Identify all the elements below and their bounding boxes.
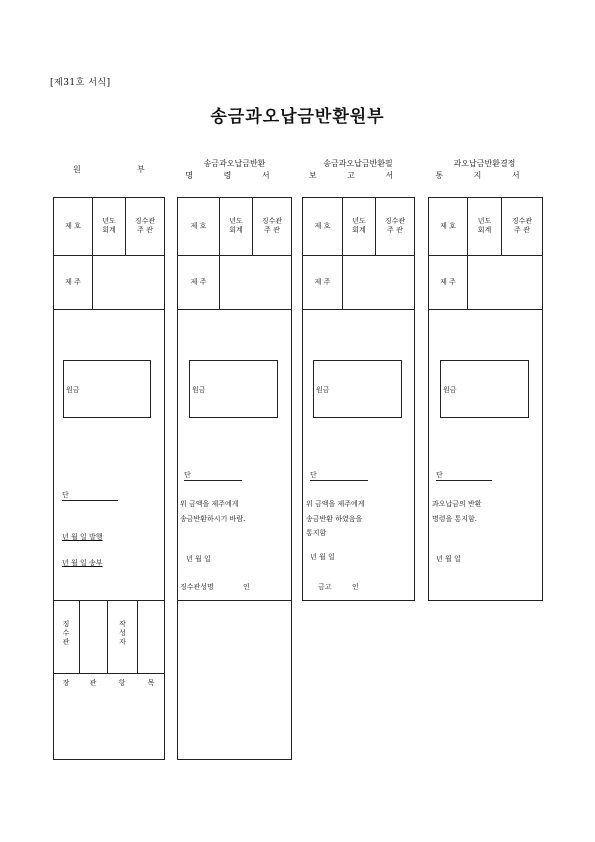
label-collector: 징수관 주 관	[384, 217, 406, 234]
label-dan: 단	[62, 491, 69, 499]
collector-seal: 인	[243, 583, 250, 591]
label-collector-stamp: 징 수 관	[62, 620, 70, 646]
report-text-2: 송금반환 하였음을	[306, 515, 363, 523]
treasury-name: 금고	[318, 583, 332, 591]
form-number: [제31호 서식]	[50, 78, 111, 88]
label-number: 제 호	[440, 222, 456, 230]
label-principal: 원금	[443, 386, 457, 394]
send-date: 년 월 일 송부	[62, 559, 103, 567]
label-collector: 징수관 주 관	[511, 217, 533, 234]
order-date: 년 월 일	[186, 555, 211, 563]
label-collector: 징수관 주 관	[261, 217, 283, 234]
label-payer: 제 주	[440, 278, 456, 286]
notice-text-2: 명령을 통지함.	[432, 515, 478, 523]
label-payer: 제 주	[314, 278, 331, 286]
label-collector: 징수관 주 관	[134, 217, 156, 234]
label-principal: 원금	[192, 386, 206, 394]
label-fiscal-year: 년도 회계	[352, 217, 366, 234]
order-panel-bottom	[177, 600, 292, 760]
order-text-1: 위 금액을 제주에게	[180, 500, 239, 508]
column-header-report: 송금과오납금반환필 보 고 서	[308, 159, 408, 180]
label-number: 제 호	[314, 222, 331, 230]
label-dan: 단	[184, 471, 191, 479]
label-mok: 목	[147, 679, 155, 687]
label-fiscal-year: 년도 회계	[102, 217, 116, 234]
label-number: 제 호	[190, 222, 207, 230]
label-principal: 원금	[66, 386, 80, 394]
column-header-notice: 과오납금반환결정 통 지 서	[435, 159, 534, 180]
label-author: 작 성 자	[119, 620, 126, 646]
label-payer: 제 주	[65, 278, 81, 286]
report-date: 년 월 일	[310, 553, 335, 561]
label-number: 제 호	[65, 222, 81, 230]
column-header-order: 송금과오납금반환 명 령 서	[185, 159, 284, 180]
report-text-3: 통지함	[306, 529, 327, 537]
label-principal: 원금	[316, 386, 330, 394]
report-text-1: 위 금액을 제주에게	[306, 500, 365, 508]
label-fiscal-year: 년도 회계	[229, 217, 243, 234]
label-hang: 항	[118, 679, 126, 687]
notice-date: 년 월 일	[436, 555, 461, 563]
label-jang: 장	[62, 679, 70, 687]
issue-date: 년 월 일 발행	[62, 533, 103, 541]
label-gwan: 관	[89, 679, 97, 687]
collector-name: 징수관성명	[180, 583, 214, 591]
label-dan: 단	[436, 471, 443, 479]
notice-text-1: 과오납금의 반환	[432, 500, 482, 508]
label-payer: 제 주	[190, 278, 207, 286]
order-text-2: 송금반환하시기 바람.	[180, 515, 246, 523]
document-title: 송금과오납금반환원부	[210, 107, 385, 127]
label-fiscal-year: 년도 회계	[477, 217, 492, 234]
label-dan: 단	[310, 471, 317, 479]
treasury-seal: 인	[352, 583, 359, 591]
